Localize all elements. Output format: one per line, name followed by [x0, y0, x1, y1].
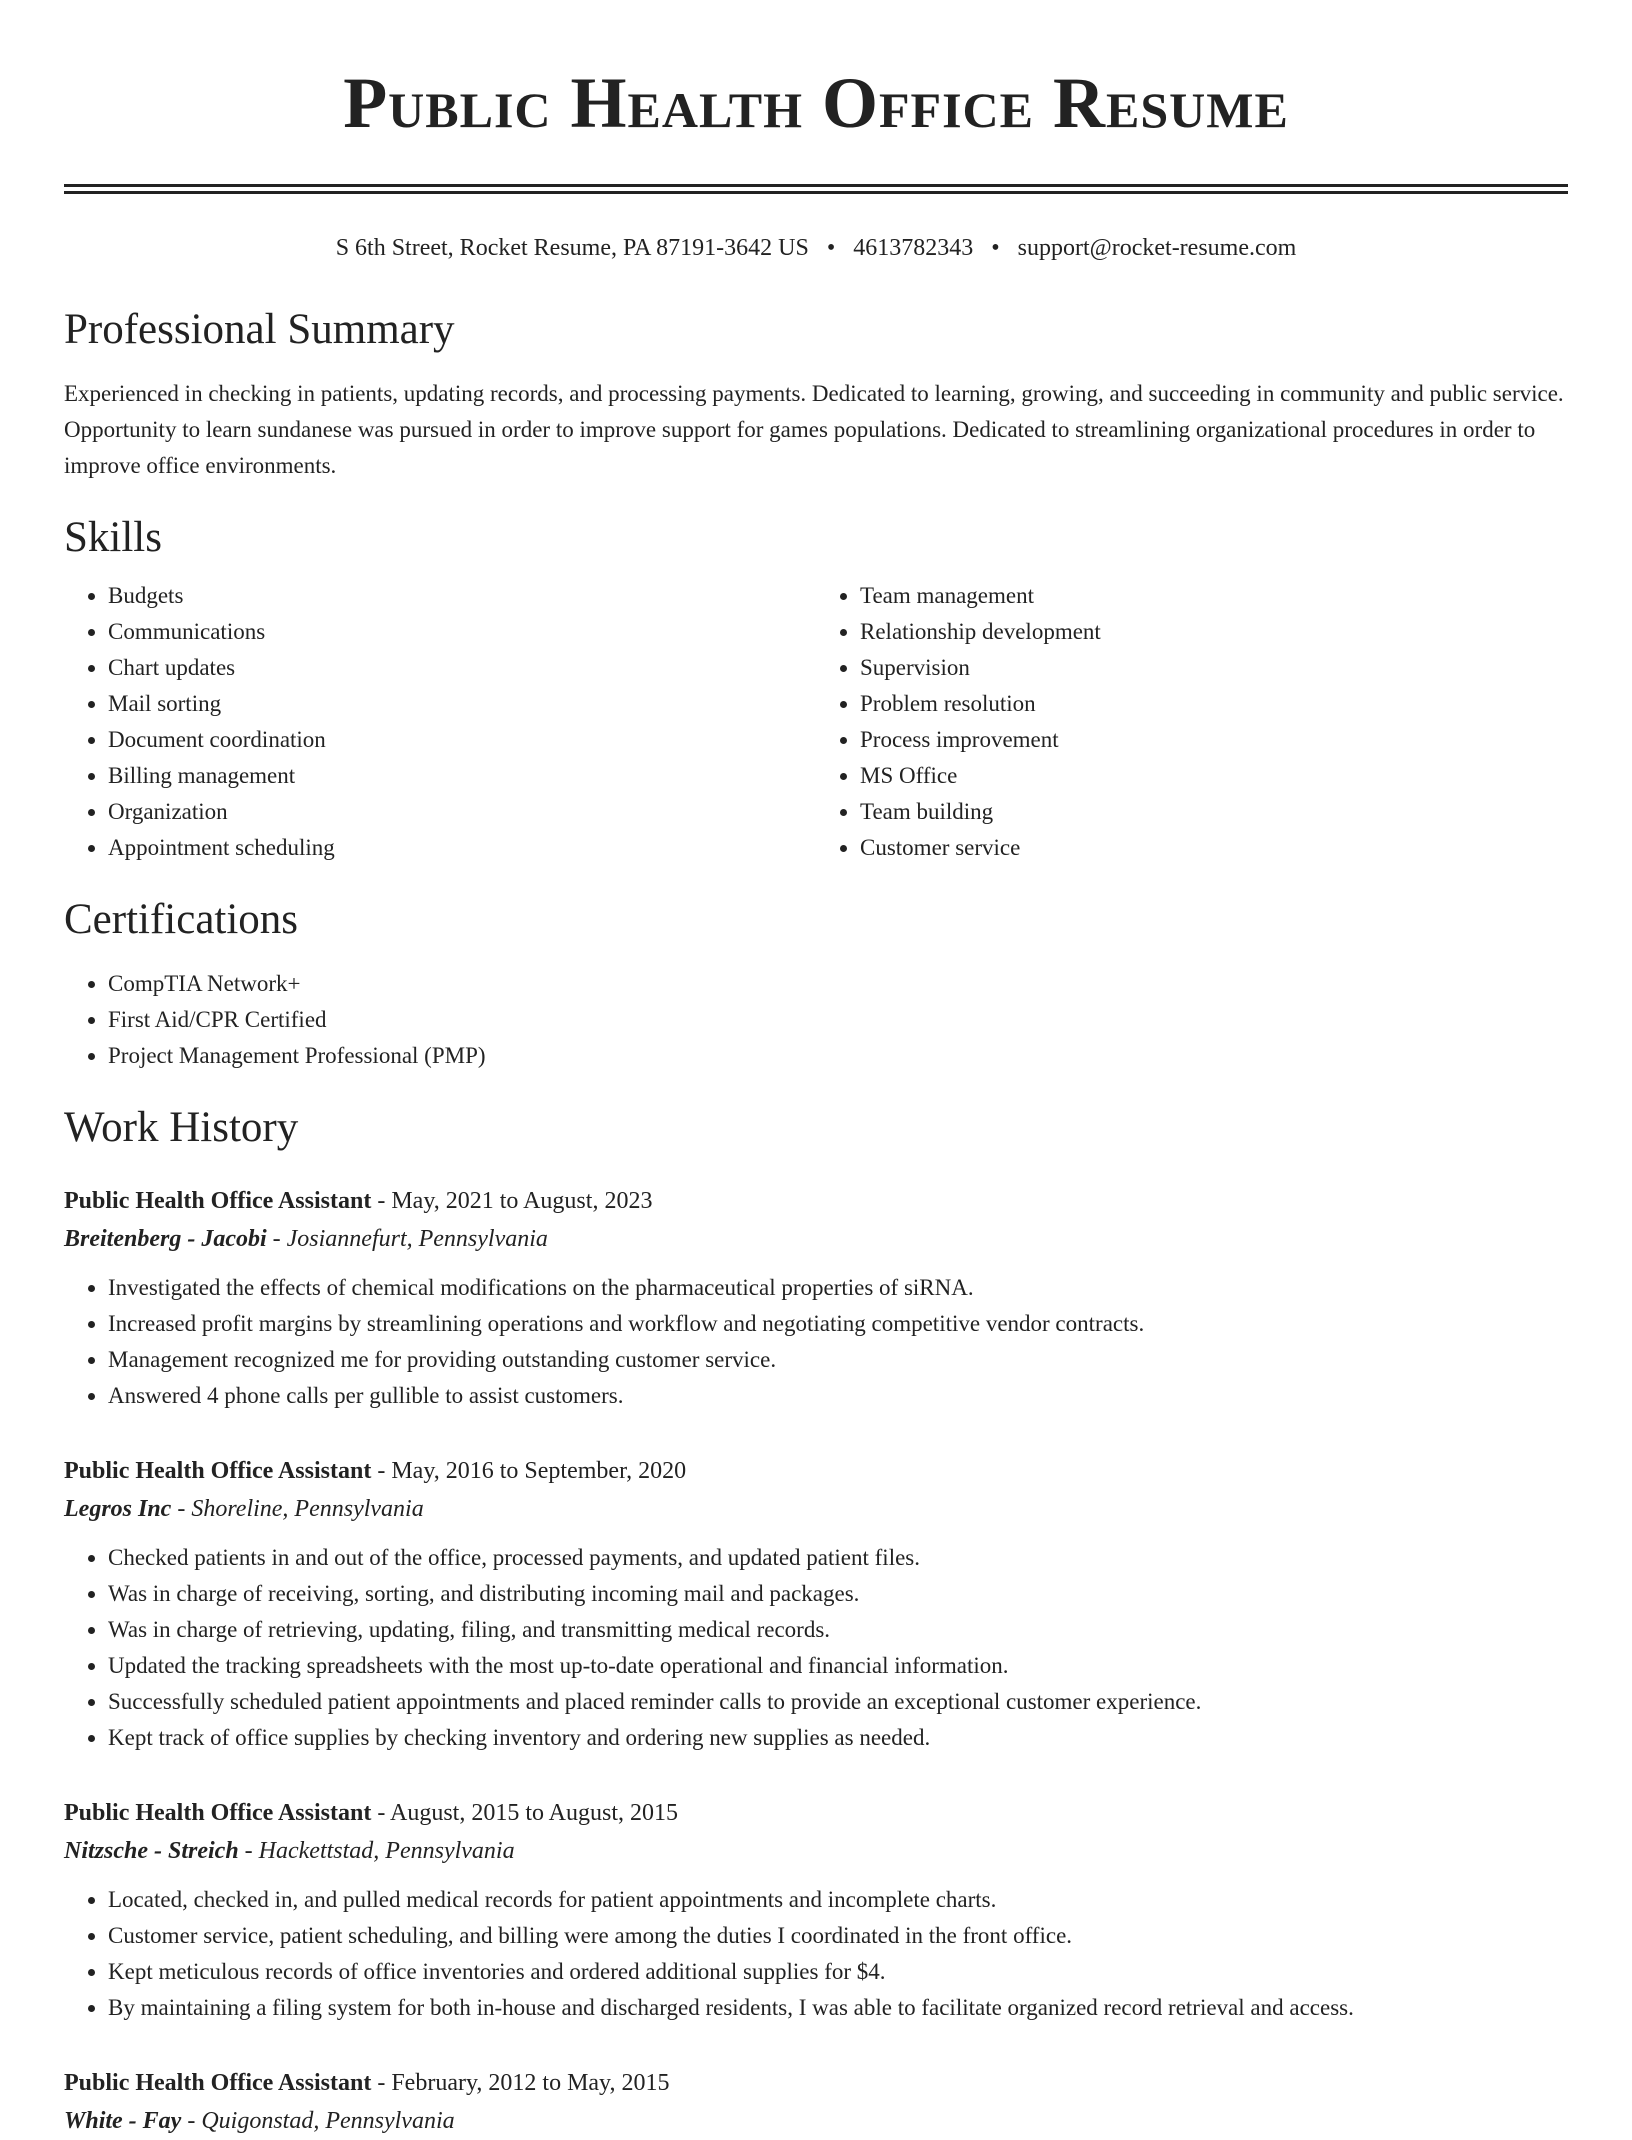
title-divider [64, 184, 1568, 194]
work-history-heading: Work History [64, 1104, 299, 1151]
job-bullets [64, 1270, 1568, 1414]
summary-heading: Professional Summary [64, 306, 455, 353]
job-entry [64, 1182, 1568, 1414]
certification-item: • First Aid/CPR Certified [108, 1002, 1568, 1038]
job-title-line [64, 1794, 1568, 1832]
skill-item: • Appointment scheduling [108, 830, 816, 866]
certifications-list [64, 966, 1568, 1074]
certification-item: • CompTIA Network+ [108, 966, 1568, 1002]
certifications-heading: Certifications [64, 896, 299, 943]
job-bullet: • Kept meticulous records of office inventories and ordered additional supplies for $4. [108, 1954, 1568, 1990]
contact-separator: • [991, 235, 1000, 261]
skill-item: • MS Office [860, 758, 1568, 794]
contact-line [64, 232, 1568, 264]
skill-item: • Billing management [108, 758, 816, 794]
job-company-line [64, 1832, 1568, 1870]
job-location: - Shoreline, Pennsylvania [171, 1496, 424, 1522]
skill-item: • Chart updates [108, 650, 816, 686]
job-title-line [64, 1182, 1568, 1220]
skill-item: • Relationship development [860, 614, 1568, 650]
page-title: Public Health Office Resume [343, 63, 1289, 143]
skills-list-right [816, 578, 1568, 866]
job-location: - Hackettstad, Pennsylvania [238, 1838, 515, 1864]
job-company-line [64, 1490, 1568, 1528]
job-bullet: • By maintaining a filing system for both in-house and discharged residents, I was able to facilitate organized record retrieval and access. [108, 1990, 1568, 2026]
skill-item: • Organization [108, 794, 816, 830]
job-bullet: • Investigated the effects of chemical modifications on the pharmaceutical properties of siRNA. [108, 1270, 1568, 1306]
job-dates: - May, 2021 to August, 2023 [371, 1188, 653, 1214]
contact-email: support@rocket-resume.com [1017, 235, 1297, 261]
job-dates: - May, 2016 to September, 2020 [371, 1458, 687, 1484]
job-entry [64, 2064, 1568, 2140]
certification-item: • Project Management Professional (PMP) [108, 1038, 1568, 1074]
contact-address: S 6th Street, Rocket Resume, PA 87191-3642 US [335, 235, 809, 261]
skills-heading: Skills [64, 514, 162, 561]
job-dates: - February, 2012 to May, 2015 [371, 2070, 670, 2096]
job-dates: - August, 2015 to August, 2015 [371, 1800, 679, 1826]
summary-text: Experienced in checking in patients, updating records, and processing payments. Dedicated to learning, growing, and succeeding in community and public service. Opportunity to learn sundanese was pursued in order to improve support for games populations. Dedicated to streamlining organizational procedures in order to improve office environments. [64, 381, 1564, 478]
job-bullet: • Kept track of office supplies by checking inventory and ordering new supplies as needed. [108, 1720, 1568, 1756]
work-history-list [64, 1182, 1568, 2140]
job-bullets [64, 1540, 1568, 1756]
job-entry [64, 1794, 1568, 2026]
job-company: White - Fay [64, 2108, 182, 2134]
job-company-line [64, 2102, 1568, 2140]
contact-separator: • [826, 235, 836, 261]
job-location: - Josiannefurt, Pennsylvania [266, 1226, 548, 1252]
skill-item: • Communications [108, 614, 816, 650]
job-bullet: • Increased profit margins by streamlining operations and workflow and negotiating competitive vendor contracts. [108, 1306, 1568, 1342]
job-company: Legros Inc [64, 1496, 172, 1522]
job-company: Breitenberg - Jacobi [64, 1226, 267, 1252]
job-bullet: • Answered 4 phone calls per gullible to assist customers. [108, 1378, 1568, 1414]
job-title-line [64, 2064, 1568, 2102]
job-title: Public Health Office Assistant [64, 1800, 372, 1826]
skill-item: • Problem resolution [860, 686, 1568, 722]
job-bullets [64, 1882, 1568, 2026]
job-bullet: • Successfully scheduled patient appointments and placed reminder calls to provide an exceptional customer experience. [108, 1684, 1568, 1720]
skill-item: • Budgets [108, 578, 816, 614]
job-title-line [64, 1452, 1568, 1490]
skill-item: • Mail sorting [108, 686, 816, 722]
skill-item: • Process improvement [860, 722, 1568, 758]
job-bullet: • Was in charge of retrieving, updating, filing, and transmitting medical records. [108, 1612, 1568, 1648]
skill-item: • Document coordination [108, 722, 816, 758]
job-bullet: • Updated the tracking spreadsheets with the most up-to-date operational and financial information. [108, 1648, 1568, 1684]
skill-item: • Customer service [860, 830, 1568, 866]
job-title: Public Health Office Assistant [64, 2070, 372, 2096]
job-location: - Quigonstad, Pennsylvania [181, 2108, 455, 2134]
job-bullet: • Checked patients in and out of the office, processed payments, and updated patient files. [108, 1540, 1568, 1576]
job-bullet: • Located, checked in, and pulled medical records for patient appointments and incomplete charts. [108, 1882, 1568, 1918]
job-bullet: • Was in charge of receiving, sorting, and distributing incoming mail and packages. [108, 1576, 1568, 1612]
contact-phone: 4613782343 [853, 235, 974, 261]
job-title: Public Health Office Assistant [64, 1458, 372, 1484]
job-bullet: • Customer service, patient scheduling, and billing were among the duties I coordinated in the front office. [108, 1918, 1568, 1954]
skills-list-left [64, 578, 816, 866]
job-title: Public Health Office Assistant [64, 1188, 372, 1214]
job-bullet: • Management recognized me for providing outstanding customer service. [108, 1342, 1568, 1378]
skill-item: • Team building [860, 794, 1568, 830]
job-company: Nitzsche - Streich [64, 1838, 239, 1864]
skill-item: • Team management [860, 578, 1568, 614]
job-company-line [64, 1220, 1568, 1258]
job-entry [64, 1452, 1568, 1756]
skills-columns [64, 578, 1568, 866]
skill-item: • Supervision [860, 650, 1568, 686]
